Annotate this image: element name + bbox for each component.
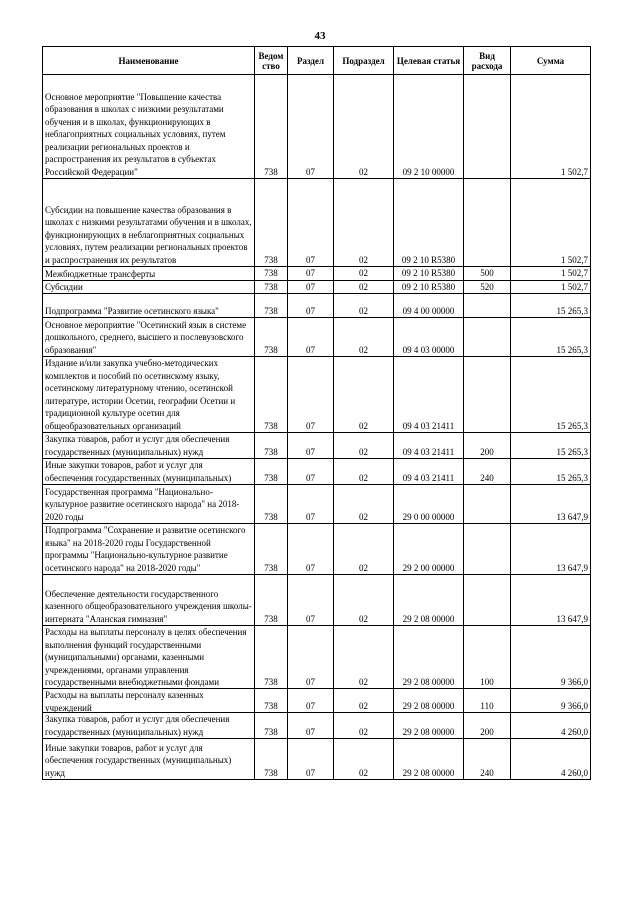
row-amount: 9 366,0	[511, 626, 591, 689]
row-name	[43, 280, 255, 294]
row-subsection: 02	[334, 433, 394, 459]
row-amount: 15 265,3	[511, 459, 591, 485]
row-section: 07	[288, 739, 334, 780]
row-subsection: 02	[334, 485, 394, 524]
table-row	[43, 75, 591, 179]
row-amount: 1 502,7	[511, 280, 591, 294]
row-subsection: 02	[334, 524, 394, 575]
table-row	[43, 357, 591, 433]
table-row	[43, 318, 591, 357]
row-name	[43, 318, 255, 357]
row-expense-type	[464, 575, 511, 626]
row-name-text: Расходы на выплаты персоналу казенных учреждений	[45, 690, 204, 712]
table-row	[43, 280, 591, 294]
row-amount: 15 265,3	[511, 433, 591, 459]
row-target-article: 29 2 08 00000	[394, 689, 464, 713]
row-expense-type: 110	[464, 689, 511, 713]
row-subsection: 02	[334, 75, 394, 179]
col-header-expense-type: Вид расхода	[464, 47, 511, 75]
col-header-name: Наименование	[43, 47, 255, 75]
row-section: 07	[288, 294, 334, 318]
row-subsection: 02	[334, 575, 394, 626]
row-target-article: 09 4 00 00000	[394, 294, 464, 318]
row-amount: 9 366,0	[511, 689, 591, 713]
row-expense-type	[464, 357, 511, 433]
row-section: 07	[288, 459, 334, 485]
row-section: 07	[288, 689, 334, 713]
row-name-text: Иные закупки товаров, работ и услуг для обеспечения государственных (муниципальных)	[45, 460, 232, 483]
table-row	[43, 689, 591, 713]
row-target-article: 09 2 10 00000	[394, 75, 464, 179]
row-subsection: 02	[334, 739, 394, 780]
table-row	[43, 433, 591, 459]
row-name-text: Государственная программа "Национально-культурное развитие осетинского народа" на 2018-2020 годы	[45, 486, 240, 522]
row-target-article: 09 4 03 21411	[394, 433, 464, 459]
row-department: 738	[255, 267, 288, 281]
row-target-article: 29 2 08 00000	[394, 626, 464, 689]
row-expense-type	[464, 179, 511, 267]
row-name-text: Межбюджетные трансферты	[45, 268, 156, 279]
row-section: 07	[288, 524, 334, 575]
row-subsection: 02	[334, 318, 394, 357]
row-name	[43, 267, 255, 281]
row-section: 07	[288, 280, 334, 294]
row-section: 07	[288, 179, 334, 267]
table-row	[43, 575, 591, 626]
row-name-text: Субсидии	[45, 282, 83, 292]
row-name-text: Закупка товаров, работ и услуг для обеспечения государственных (муниципальных) нужд	[45, 434, 230, 457]
row-target-article: 09 2 10 R5380	[394, 179, 464, 267]
row-name	[43, 739, 255, 780]
row-target-article: 09 4 03 21411	[394, 357, 464, 433]
row-department: 738	[255, 739, 288, 780]
row-department: 738	[255, 575, 288, 626]
row-subsection: 02	[334, 294, 394, 318]
table-row	[43, 459, 591, 485]
row-name	[43, 575, 255, 626]
row-subsection: 02	[334, 689, 394, 713]
row-expense-type: 100	[464, 626, 511, 689]
row-name-text: Издание и/или закупка учебно-методических комплектов и пособий по осетинскому языку, осетинскому литературному чтению, осетинской литературе, истории Осетии, географии Осетии и традиционной культуре осетин для общеобразовательных организаций	[45, 358, 236, 431]
table-row	[43, 179, 591, 267]
row-target-article: 09 2 10 R5380	[394, 280, 464, 294]
row-target-article: 29 2 00 00000	[394, 524, 464, 575]
row-target-article: 29 2 08 00000	[394, 713, 464, 739]
row-amount: 1 502,7	[511, 179, 591, 267]
row-amount: 15 265,3	[511, 294, 591, 318]
row-department: 738	[255, 459, 288, 485]
row-section: 07	[288, 318, 334, 357]
col-header-subsection: Подраздел	[334, 47, 394, 75]
row-department: 738	[255, 294, 288, 318]
row-department: 738	[255, 713, 288, 739]
row-name	[43, 689, 255, 713]
row-department: 738	[255, 357, 288, 433]
row-name-text: Основное мероприятие "Осетинский язык в системе дошкольного, среднего, высшего и послевузовского образования"	[45, 319, 247, 355]
table-row	[43, 713, 591, 739]
row-subsection: 02	[334, 267, 394, 281]
row-expense-type: 240	[464, 459, 511, 485]
row-section: 07	[288, 267, 334, 281]
row-target-article: 29 2 08 00000	[394, 575, 464, 626]
row-department: 738	[255, 433, 288, 459]
row-department: 738	[255, 75, 288, 179]
row-amount: 13 647,9	[511, 524, 591, 575]
row-name	[43, 626, 255, 689]
table-row	[43, 294, 591, 318]
row-expense-type: 500	[464, 267, 511, 281]
row-target-article: 09 4 03 00000	[394, 318, 464, 357]
row-name-text: Обеспечение деятельности государственного казенного общеобразовательного учреждения школы-интерната "Аланская гимназия"	[45, 588, 252, 624]
row-section: 07	[288, 575, 334, 626]
row-name	[43, 357, 255, 433]
row-expense-type	[464, 294, 511, 318]
row-section: 07	[288, 626, 334, 689]
row-name	[43, 459, 255, 485]
row-section: 07	[288, 433, 334, 459]
row-section: 07	[288, 357, 334, 433]
row-name	[43, 524, 255, 575]
table-row	[43, 524, 591, 575]
page-number: 43	[314, 30, 326, 42]
row-department: 738	[255, 524, 288, 575]
row-department: 738	[255, 626, 288, 689]
row-name-text: Подпрограмма "Сохранение и развитие осетинского языка" на 2018-2020 годы Государственной программы "Национально-культурное развитие осетинского народа" на 2018-2020 годы"	[45, 525, 246, 573]
row-amount: 1 502,7	[511, 267, 591, 281]
row-target-article: 29 0 00 00000	[394, 485, 464, 524]
row-target-article: 29 2 08 00000	[394, 739, 464, 780]
row-subsection: 02	[334, 280, 394, 294]
table-row	[43, 267, 591, 281]
row-section: 07	[288, 485, 334, 524]
row-name	[43, 485, 255, 524]
row-subsection: 02	[334, 179, 394, 267]
row-expense-type	[464, 75, 511, 179]
table-row	[43, 739, 591, 780]
row-name	[43, 75, 255, 179]
row-name-text: Субсидии на повышение качества образования в школах с низкими результатами обучения и в школах, функционирующих в неблагоприятных социальных условиях, путем реализации региональных проектов и распространения их результатов	[45, 204, 252, 265]
row-name-text: Подпрограмма "Развитие осетинского языка"	[45, 305, 219, 316]
row-name-text: Иные закупки товаров, работ и услуг для обеспечения государственных (муниципальных) нужд	[45, 742, 232, 778]
row-amount: 1 502,7	[511, 75, 591, 179]
row-section: 07	[288, 713, 334, 739]
col-header-department: Ведом ство	[255, 47, 288, 75]
row-expense-type	[464, 485, 511, 524]
row-name-text: Закупка товаров, работ и услуг для обеспечения государственных (муниципальных) нужд	[45, 714, 230, 737]
row-department: 738	[255, 689, 288, 713]
row-subsection: 02	[334, 357, 394, 433]
table-row	[43, 485, 591, 524]
col-header-target-article: Целевая статья	[394, 47, 464, 75]
row-amount: 15 265,3	[511, 357, 591, 433]
row-expense-type	[464, 318, 511, 357]
row-department: 738	[255, 485, 288, 524]
row-target-article: 09 4 03 21411	[394, 459, 464, 485]
row-subsection: 02	[334, 626, 394, 689]
row-expense-type: 200	[464, 713, 511, 739]
table-header-row	[43, 47, 591, 75]
row-target-article: 09 2 10 R5380	[394, 267, 464, 281]
row-expense-type: 200	[464, 433, 511, 459]
row-subsection: 02	[334, 459, 394, 485]
row-amount: 4 260,0	[511, 739, 591, 780]
row-name	[43, 433, 255, 459]
row-expense-type: 240	[464, 739, 511, 780]
row-name	[43, 294, 255, 318]
row-expense-type	[464, 524, 511, 575]
budget-table	[42, 46, 591, 780]
row-name-text: Основное мероприятие "Повышение качества образования в школах с низкими результатами обучения и в школах, функционирующих в неблагоприятных социальных условиях, путем реализации региональных проектов и распространения их результатов в субъектах Российской Федерации"	[45, 91, 226, 177]
col-header-section: Раздел	[288, 47, 334, 75]
row-department: 738	[255, 318, 288, 357]
row-amount: 13 647,9	[511, 575, 591, 626]
row-amount: 15 265,3	[511, 318, 591, 357]
row-name	[43, 179, 255, 267]
row-department: 738	[255, 179, 288, 267]
table-row	[43, 626, 591, 689]
row-subsection: 02	[334, 713, 394, 739]
col-header-amount: Сумма	[511, 47, 591, 75]
row-amount: 13 647,9	[511, 485, 591, 524]
row-expense-type: 520	[464, 280, 511, 294]
row-amount: 4 260,0	[511, 713, 591, 739]
row-department: 738	[255, 280, 288, 294]
row-name-text: Расходы на выплаты персоналу в целях обеспечения выполнения функций государственными (муниципальными) органами, казенными учреждениями, органами управления государственными внебюджетными фондами	[45, 627, 247, 687]
row-section: 07	[288, 75, 334, 179]
row-name	[43, 713, 255, 739]
